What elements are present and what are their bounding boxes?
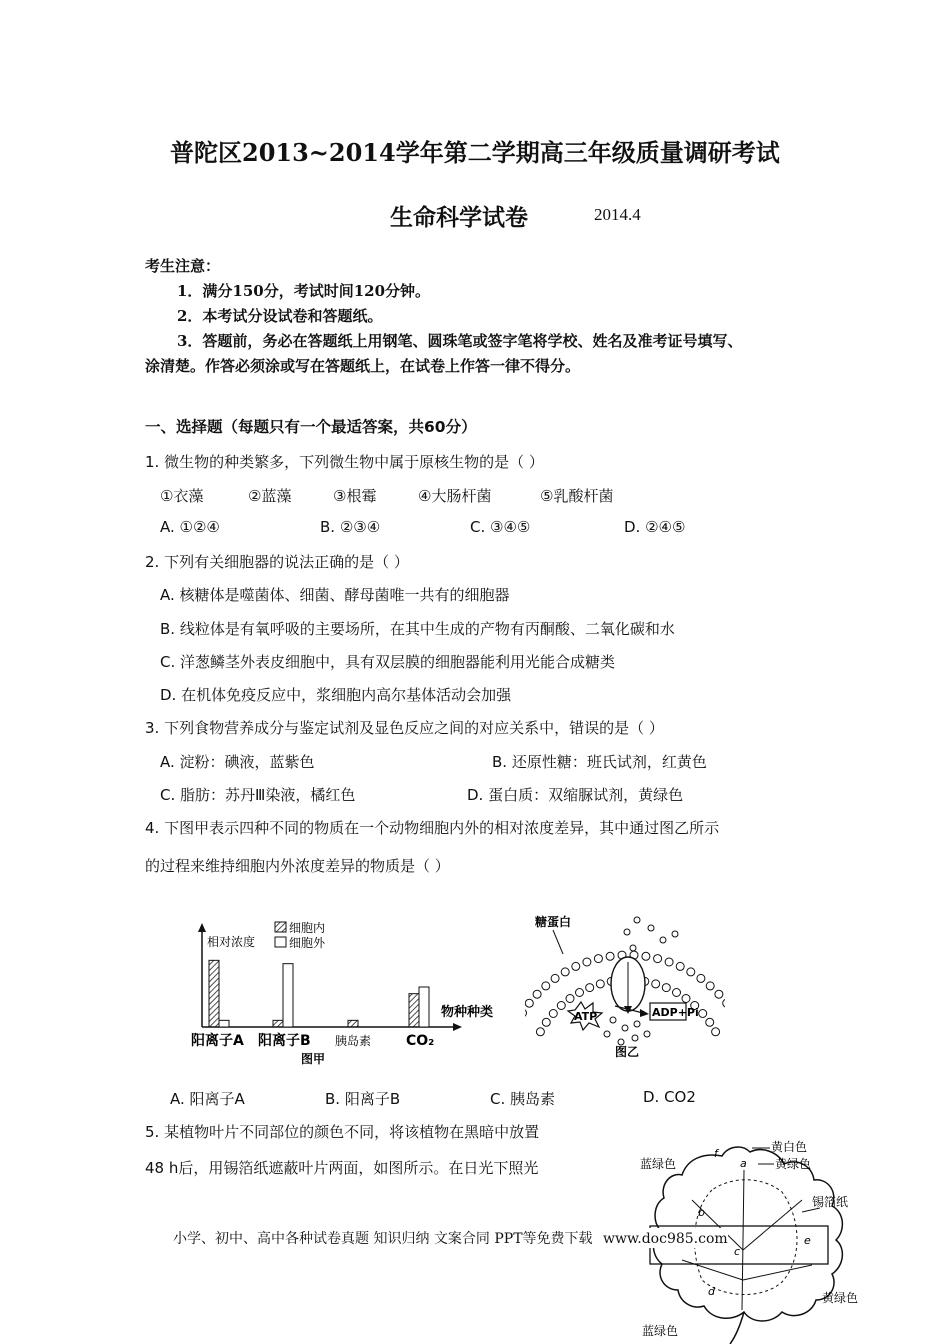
bar-outside-0 bbox=[219, 1020, 229, 1027]
q4-option-a: A. 阳离子A bbox=[170, 1090, 245, 1108]
exam-date: 2014.4 bbox=[594, 205, 641, 224]
inner-lipid-head bbox=[673, 989, 681, 997]
reaction-arrow-head bbox=[640, 1009, 649, 1017]
outer-lipid-head bbox=[525, 999, 533, 1007]
q2-option-c: C. 洋葱鳞茎外表皮细胞中，具有双层膜的细胞器能利用光能合成糖类 bbox=[160, 653, 616, 671]
q1-item-5: ⑤乳酸杆菌 bbox=[540, 487, 614, 505]
q4-option-b: B. 阳离子B bbox=[325, 1090, 401, 1108]
inner-lipid-head bbox=[576, 989, 584, 997]
q3-option-c: C. 脂肪：苏丹Ⅲ染液，橘红色 bbox=[160, 786, 356, 804]
glycoprotein-pointer bbox=[553, 930, 563, 954]
outer-lipid-head bbox=[687, 968, 695, 976]
footer-description: 小学、初中、高中各种试卷真题 知识归纳 文案合同 PPT等免费下载 bbox=[173, 1231, 593, 1247]
leaf-letter-b: b bbox=[698, 1206, 705, 1219]
figure-jia-chart bbox=[185, 915, 515, 1067]
atp-label: ATP bbox=[574, 1010, 598, 1023]
leaf-letter-a: a bbox=[740, 1157, 747, 1170]
q1-option-c: C. ③④⑤ bbox=[470, 518, 531, 536]
notice-item-3: 3．答题前，务必在答题纸上用钢笔、圆珠笔或签字笔将学校、姓名及准考证号填写、 bbox=[177, 332, 743, 350]
q2-option-b: B. 线粒体是有氧呼吸的主要场所，在其中生成的产物有丙酮酸、二氧化碳和水 bbox=[160, 620, 675, 638]
leaf-letter-c: c bbox=[734, 1245, 741, 1258]
figure-jia-caption: 图甲 bbox=[301, 1052, 326, 1066]
outer-lipid-head bbox=[723, 999, 725, 1007]
q2-option-d: D. 在机体免疫反应中，浆细胞内高尔基体活动会加强 bbox=[160, 686, 512, 704]
label-foil: 锡箔纸 bbox=[812, 1195, 849, 1209]
y-axis-arrow bbox=[198, 923, 206, 932]
category-label-cation-b: 阳离子B bbox=[258, 1033, 311, 1049]
q2-option-a: A. 核糖体是噬菌体、细菌、酵母菌唯一共有的细胞器 bbox=[160, 586, 510, 604]
q1-option-b: B. ②③④ bbox=[320, 518, 381, 536]
label-yellow-white: 黄白色 bbox=[771, 1140, 808, 1154]
inside-molecules bbox=[604, 1017, 650, 1045]
q4-stem-line2: 的过程来维持细胞内外浓度差异的物质是（ ） bbox=[145, 857, 450, 875]
q3-option-b: B. 还原性糖：班氏试剂，红黄色 bbox=[492, 753, 707, 771]
q3-option-d: D. 蛋白质：双缩脲试剂，黄绿色 bbox=[467, 786, 684, 804]
outer-lipid-head bbox=[572, 962, 580, 970]
bar-outside-3 bbox=[419, 987, 429, 1027]
outer-lipid-head bbox=[676, 962, 684, 970]
x-axis-arrow bbox=[453, 1023, 462, 1031]
label-blue-green-left: 蓝绿色 bbox=[640, 1157, 677, 1171]
label-yellow-green-top: 黄绿色 bbox=[775, 1157, 812, 1171]
legend-swatch-inside bbox=[275, 922, 286, 932]
inner-lipid-head bbox=[706, 1018, 714, 1026]
bar-outside-1 bbox=[283, 964, 293, 1027]
outer-lipid-head bbox=[525, 1009, 527, 1017]
bar-inside-3 bbox=[409, 994, 419, 1027]
q1-item-2: ②蓝藻 bbox=[248, 487, 292, 505]
outer-lipid-head bbox=[561, 968, 569, 976]
q1-stem: 1. 微生物的种类繁多，下列微生物中属于原核生物的是（ ） bbox=[145, 453, 544, 471]
notice-item-1: 1．满分150分，考试时间120分钟。 bbox=[177, 282, 431, 300]
outer-lipid-head bbox=[583, 958, 591, 966]
outer-lipid-head bbox=[715, 990, 723, 998]
inner-lipid-head bbox=[557, 1002, 565, 1010]
bar-inside-1 bbox=[273, 1020, 283, 1027]
q3-stem: 3. 下列食物营养成分与鉴定试剂及显色反应之间的对应关系中，错误的是（ ） bbox=[145, 719, 664, 737]
q1-option-a: A. ①②④ bbox=[160, 518, 220, 536]
label-blue-green-bottom: 蓝绿色 bbox=[642, 1324, 679, 1338]
bar-inside-2 bbox=[348, 1020, 358, 1027]
outer-lipid-head bbox=[706, 982, 714, 990]
adp-label: ADP+Pi bbox=[652, 1006, 699, 1019]
inner-lipid-head bbox=[699, 1010, 707, 1018]
footer-url[interactable]: www.doc985.com bbox=[602, 1231, 728, 1247]
label-yellow-green-bottom: 黄绿色 bbox=[822, 1291, 859, 1305]
inner-lipid-head bbox=[536, 1028, 544, 1036]
q4-option-c: C. 胰岛素 bbox=[490, 1090, 556, 1108]
legend-swatch-outside bbox=[275, 937, 286, 947]
q1-item-3: ③根霉 bbox=[333, 487, 377, 505]
legend-label-outside: 细胞外 bbox=[289, 936, 326, 950]
footer-text bbox=[173, 1228, 728, 1248]
outer-lipid-head bbox=[665, 958, 673, 966]
inner-lipid-head bbox=[596, 980, 604, 988]
q4-stem-line1: 4. 下图甲表示四种不同的物质在一个动物细胞内外的相对浓度差异，其中通过图乙所示 bbox=[145, 819, 720, 837]
glycoprotein-label: 糖蛋白 bbox=[535, 915, 572, 929]
inner-lipid-head bbox=[712, 1028, 720, 1036]
category-label-cation-a: 阳离子A bbox=[191, 1033, 244, 1049]
inner-lipid-head bbox=[566, 995, 574, 1003]
outside-molecules bbox=[624, 917, 678, 951]
inner-lipid-head bbox=[652, 980, 660, 988]
q5-stem-line1: 5. 某植物叶片不同部位的颜色不同，将该植物在黑暗中放置 bbox=[145, 1123, 540, 1141]
figure-yi-caption: 图乙 bbox=[615, 1045, 640, 1059]
inner-lipid-head bbox=[662, 984, 670, 992]
x-axis-label: 物种种类 bbox=[441, 1005, 494, 1020]
category-label-co2: CO₂ bbox=[406, 1033, 435, 1049]
inner-lipid-head bbox=[542, 1018, 550, 1026]
q1-option-d: D. ②④⑤ bbox=[624, 518, 686, 536]
figure-yi-diagram bbox=[525, 910, 725, 1070]
leaf-letter-f: f bbox=[714, 1147, 718, 1160]
q1-item-4: ④大肠杆菌 bbox=[418, 487, 492, 505]
q3-option-a: A. 淀粉：碘液，蓝紫色 bbox=[160, 753, 315, 771]
q4-option-d: D. CO2 bbox=[643, 1088, 696, 1106]
legend-label-inside: 细胞内 bbox=[289, 921, 326, 935]
q2-stem: 2. 下列有关细胞器的说法正确的是（ ） bbox=[145, 553, 409, 571]
outer-lipid-head bbox=[533, 990, 541, 998]
outer-lipid-head bbox=[642, 952, 650, 960]
category-label-insulin: 胰岛素 bbox=[335, 1034, 372, 1048]
inner-lipid-head bbox=[586, 984, 594, 992]
y-axis-label: 相对浓度 bbox=[207, 935, 256, 949]
outer-lipid-head bbox=[594, 955, 602, 963]
bar-inside-0 bbox=[209, 960, 219, 1027]
q1-item-1: ①衣藻 bbox=[160, 487, 204, 505]
notice-item-3-cont: 涂清楚。作答必须涂或写在答题纸上，在试卷上作答一律不得分。 bbox=[145, 357, 581, 375]
notice-heading: 考生注意： bbox=[145, 257, 221, 275]
outer-lipid-head bbox=[654, 955, 662, 963]
inner-lipid-head bbox=[549, 1010, 557, 1018]
outer-lipid-head bbox=[551, 974, 559, 982]
notice-item-2: 2．本考试分设试卷和答题纸。 bbox=[177, 307, 383, 325]
outer-lipid-head bbox=[606, 952, 614, 960]
q5-stem-line2: 48 h后，用锡箔纸遮蔽叶片两面，如图所示。在日光下照光 bbox=[145, 1159, 539, 1177]
leaf-letter-e: e bbox=[804, 1234, 811, 1247]
outer-lipid-head bbox=[542, 982, 550, 990]
page-title: 普陀区2013~2014学年第二学期高三年级质量调研考试 bbox=[170, 138, 780, 167]
page-subtitle: 生命科学试卷 bbox=[390, 204, 528, 231]
section-title: 一、选择题（每题只有一个最适答案，共60分） bbox=[145, 418, 477, 436]
leaf-letter-d: d bbox=[708, 1285, 715, 1298]
inner-lipid-head bbox=[682, 995, 690, 1003]
outer-lipid-head bbox=[697, 974, 705, 982]
